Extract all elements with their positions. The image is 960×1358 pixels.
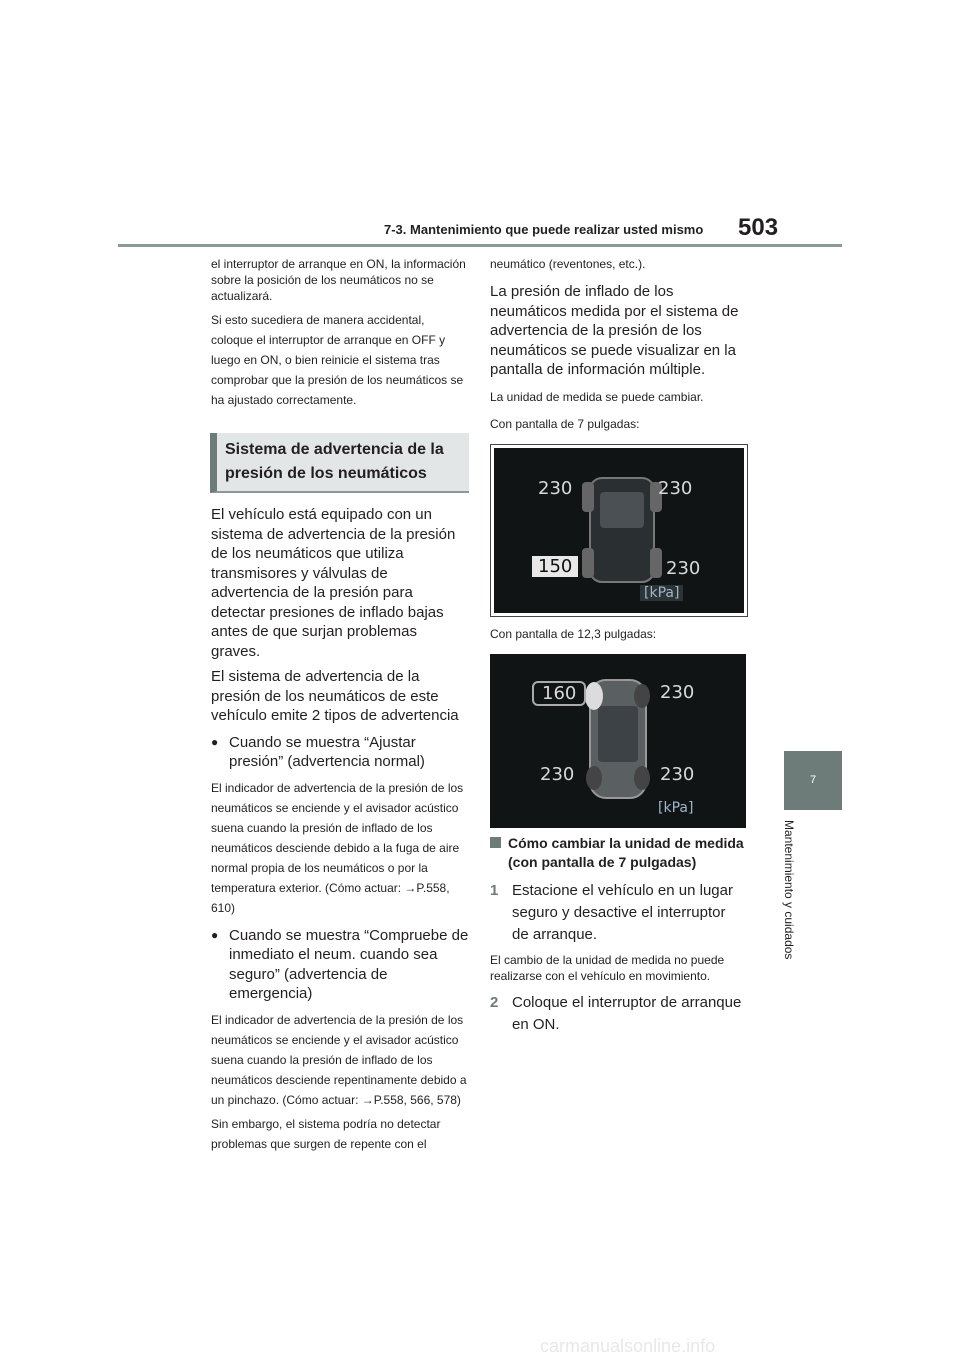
note-text: El cambio de la unidad de medida no puede realizarse con el vehículo en movimiento. [490, 952, 725, 983]
tire-pressure-screen-7 [490, 444, 748, 617]
left-column [211, 256, 469, 1154]
bullet-normal-warning: ● Cuando se muestra “Ajustar presión” (advertencia normal) [211, 733, 469, 772]
vehicle-top-view-icon [494, 448, 744, 613]
body-paragraph: La presión de inflado de los neumáticos medida por el sistema de advertencia de la presión de los neumáticos se puede visualizar en la pantalla de información múltiple. [490, 283, 739, 378]
section-header: 7-3. Mantenimiento que puede realizar usted mismo [384, 222, 704, 237]
pressure-rear-left: 150 [532, 556, 578, 577]
step-1 [490, 880, 745, 946]
vehicle-top-view-icon [490, 654, 746, 828]
bullet-description: El indicador de advertencia de la presión de los neumáticos se enciende y el avisador acústico suena cuando la presión de inflado de los neumáticos desciende repentinamente debido a un pinchazo. (Cómo actuar: →P.558, 566, 578) [211, 1012, 467, 1107]
subheading-change-unit: Cómo cambiar la unidad de medida (con pantalla de 7 pulgadas) [490, 834, 745, 872]
intro-text: el interruptor de arranque en ON, la información sobre la posición de los neumáticos no se actualizará. [211, 257, 466, 303]
section-title: Sistema de advertencia de la presión de los neumáticos [210, 433, 469, 493]
pressure-unit: [kPa] [640, 585, 683, 601]
pressure-front-left: 230 [538, 477, 573, 499]
intro-paragraph: Si esto sucediera de manera accidental, coloque el interruptor de arranque en OFF y luego en ON, o bien reinicie el sistema tras comprobar que la presión de los neumáticos se ha ajustado correctamente. [211, 313, 464, 407]
pressure-front-left: 160 [532, 681, 586, 706]
body-paragraph: El sistema de advertencia de la presión de los neumáticos de este vehículo emite 2 tipos de advertencia [211, 668, 459, 724]
tire-pressure-screen-12 [490, 654, 746, 828]
step-number: 2 [490, 993, 499, 1011]
step-number: 1 [490, 881, 499, 899]
continued-text: neumático (reventones, etc.). [490, 257, 646, 271]
right-column [490, 256, 745, 1036]
body-paragraph: Sin embargo, el sistema podría no detectar problemas que surgen de repente con el [211, 1116, 441, 1151]
chapter-tab[interactable]: 7 [784, 751, 842, 810]
body-paragraph: La unidad de medida se puede cambiar. [490, 389, 704, 404]
watermark: carmanualsonline.info [540, 1336, 716, 1356]
step-text: Estacione el vehículo en un lugar seguro y desactive el interruptor de arranque. [512, 881, 733, 943]
header-rule [118, 244, 842, 247]
bullet-emergency-warning: ● Cuando se muestra “Compruebe de inmediato el neum. cuando sea seguro” (advertencia de emergencia) [211, 926, 469, 1004]
step-2 [490, 992, 745, 1036]
pressure-rear-right: 230 [660, 763, 695, 785]
pressure-front-right: 230 [660, 681, 695, 703]
caption-7-inch: Con pantalla de 7 pulgadas: [490, 416, 640, 431]
pressure-front-right: 230 [658, 477, 693, 499]
pressure-rear-left: 230 [540, 763, 575, 785]
pressure-rear-right: 230 [666, 557, 701, 579]
bullet-description: El indicador de advertencia de la presión de los neumáticos se enciende y el avisador acústico suena cuando la presión de inflado de los neumáticos desciende debido a la fuga de aire normal propia de los neumáticos o por la temperatura exterior. (Cómo actuar: →P.558, 610) [211, 780, 464, 915]
step-text: Coloque el interruptor de arranque en ON. [512, 993, 742, 1033]
caption-12-inch: Con pantalla de 12,3 pulgadas: [490, 626, 657, 641]
page-number: 503 [738, 214, 779, 241]
chapter-label [776, 820, 812, 990]
chapter-label-text: Mantenimiento y cuidados [782, 820, 796, 960]
pressure-unit: [kPa] [658, 799, 694, 816]
body-paragraph: El vehículo está equipado con un sistema de advertencia de la presión de los neumáticos que utiliza transmisores y válvulas de advertencia de la presión para detectar presiones de inflado bajas antes de que surjan problemas graves. [211, 506, 456, 660]
